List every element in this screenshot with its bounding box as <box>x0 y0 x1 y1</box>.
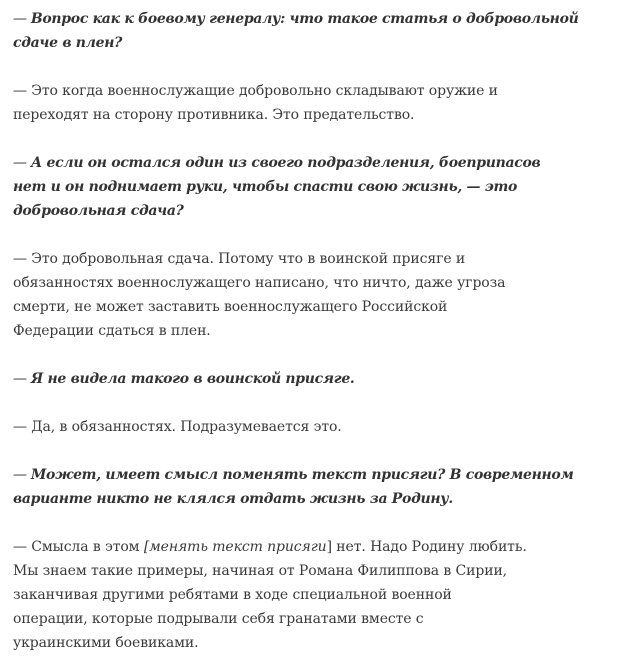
question-text: Может, имеет смысл поменять текст присяги? В современном <box>30 467 574 483</box>
question-paragraph <box>13 7 613 55</box>
text-line: операции, которые подрывали себя гранатами вместе с <box>13 611 424 627</box>
text-line: смерти, не может заставить военнослужащего Российской <box>13 299 448 315</box>
text-line <box>13 151 613 175</box>
text-line <box>13 367 613 391</box>
answer-paragraph <box>13 415 613 439</box>
text-line: Мы знаем такие примеры, начиная от Романа Филиппова в Сирии, <box>13 563 508 579</box>
dash: — <box>13 155 31 171</box>
answer-paragraph <box>13 79 613 127</box>
text-line: обязанностях военнослужащего написано, что ничто, даже угроза <box>13 275 506 291</box>
answer-paragraph <box>13 535 613 655</box>
text-line: добровольная сдача? <box>13 203 184 219</box>
question-paragraph <box>13 367 613 391</box>
dash: — <box>13 11 31 27</box>
text-line: заканчивая другими ребятами в ходе специальной военной <box>13 587 452 603</box>
text-line <box>13 7 613 31</box>
text-line: сдаче в плен? <box>13 35 123 51</box>
text-line: переходят на сторону противника. Это предательство. <box>13 107 415 123</box>
text-line: Федерации сдаться в плен. <box>13 323 211 339</box>
text-line <box>13 463 613 487</box>
text-line: нет и он поднимает руки, чтобы спасти свою жизнь, — это <box>13 179 518 195</box>
answer-paragraph <box>13 247 613 343</box>
question-text: А если он остался один из своего подразделения, боеприпасов <box>30 155 541 171</box>
text-line: варианте никто не клялся отдать жизнь за Родину. <box>13 491 453 507</box>
question-text: Я не видела такого в воинской присяге. <box>30 371 355 387</box>
text-line: украинскими боевиками. <box>13 635 199 651</box>
text-segment: ] нет. Надо Родину любить. <box>326 539 527 555</box>
question-text: Вопрос как к боевому генералу: что такое статья о добровольной <box>30 11 579 27</box>
italic-insertion: [менять текст присяги <box>143 539 327 555</box>
dash: — <box>13 371 31 387</box>
text-line: — Это добровольная сдача. Потому что в воинской присяге и <box>13 251 466 267</box>
text-line: — Да, в обязанностях. Подразумевается это. <box>13 419 342 435</box>
text-line: — Это когда военнослужащие добровольно складывают оружие и <box>13 83 498 99</box>
text-segment: — Смысла в этом <box>13 539 144 555</box>
text-line <box>13 535 613 559</box>
dash: — <box>13 467 31 483</box>
question-paragraph <box>13 151 613 223</box>
question-paragraph <box>13 463 613 511</box>
